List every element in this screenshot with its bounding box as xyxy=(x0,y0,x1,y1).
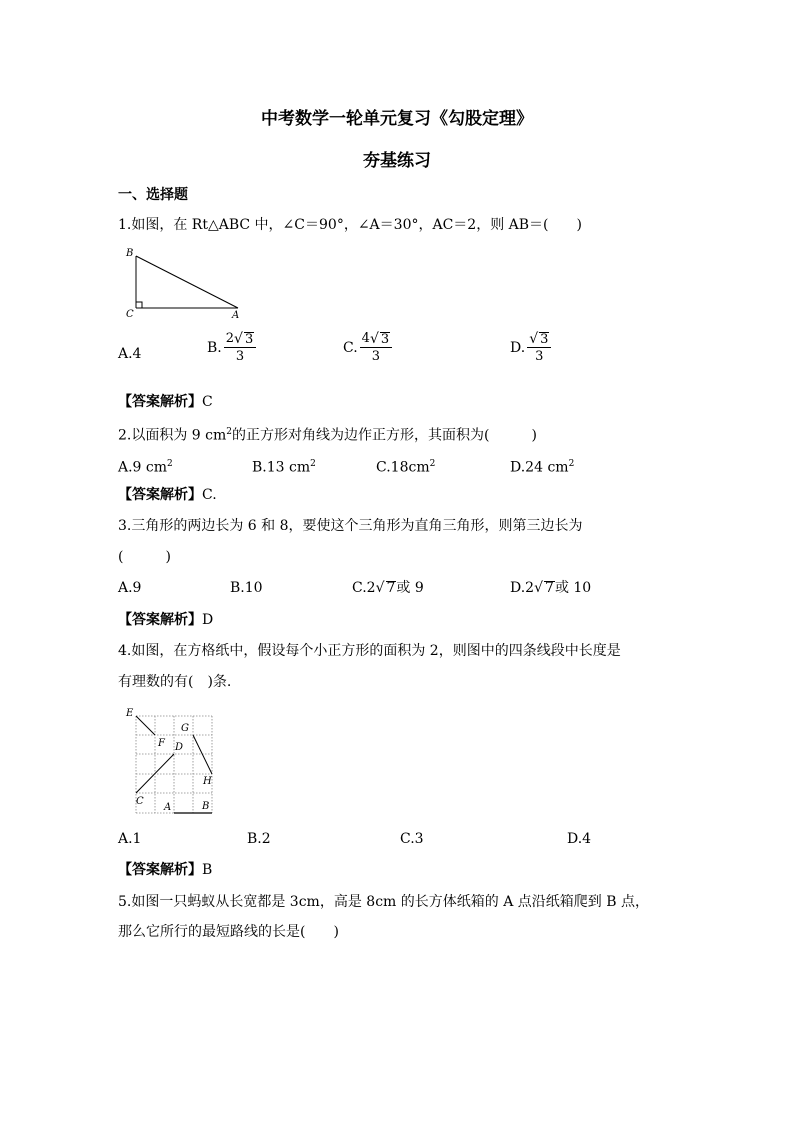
q2-option-d: D.24 $cm^2$ xyxy=(510,459,575,476)
q1-answer: 【答案解析】C xyxy=(118,394,213,410)
grid-lines xyxy=(136,716,212,813)
section-heading: 一、选择题 xyxy=(118,187,188,203)
grid-figure xyxy=(122,704,222,816)
q3-option-d: D.2√ 7或 10 xyxy=(510,580,592,596)
label-A: A xyxy=(164,802,172,813)
label-C: C xyxy=(126,309,134,320)
q3-option-c: C.2√ 7或 9 xyxy=(352,580,424,596)
segment-GH xyxy=(193,735,212,774)
q3-option-b: B.10 xyxy=(230,580,263,596)
label-G: G xyxy=(181,723,189,734)
label-C: C xyxy=(136,796,144,807)
label-H: H xyxy=(203,776,212,787)
question-3-stem-line2: ( ) xyxy=(118,549,171,565)
page-subtitle: 夯基练习 xyxy=(363,151,431,171)
q1-option-a: A.4 xyxy=(118,346,142,362)
segment-EF xyxy=(136,716,155,735)
label-B: B xyxy=(126,248,134,259)
q4-option-d: D.4 xyxy=(567,831,592,847)
q4-option-a: A.1 xyxy=(118,831,142,847)
q1-option-c: C. 4 √ 3 3 xyxy=(343,332,392,364)
q2-answer: 【答案解析】C. xyxy=(118,487,217,503)
question-4-stem-line1: 4.如图，在方格纸中，假设每个小正方形的面积为 2，则图中的四条线段中长度是 xyxy=(118,643,621,659)
q2-option-a: A.9 $cm^2$ xyxy=(118,459,173,476)
question-2-stem: 2.以面积为 9 $cm^2$的正方形对角线为边作正方形，其面积为( ) xyxy=(118,427,537,444)
label-E: E xyxy=(126,708,134,719)
q3-answer: 【答案解析】D xyxy=(118,612,214,628)
triangle-figure xyxy=(124,244,254,322)
label-F: F xyxy=(158,738,165,749)
question-5-stem-line2: 那么它所行的最短路线的长是( ) xyxy=(118,924,339,940)
label-B: B xyxy=(202,801,210,812)
q1-option-b: B. 2 √ 3 3 xyxy=(207,332,256,364)
question-5-stem-line1: 5.如图一只蚂蚁从长宽都是 3cm，高是 8cm 的长方体纸箱的 A 点沿纸箱爬到 B 点， xyxy=(118,894,649,910)
question-1-stem: 1.如图，在 Rt△ABC 中，∠C＝90°，∠A＝30°，AC＝2，则 AB＝( ) xyxy=(118,217,582,233)
question-4-stem-line2: 有理数的有( )条. xyxy=(118,674,232,690)
question-3-stem-line1: 3.三角形的两边长为 6 和 8，要使这个三角形为直角三角形，则第三边长为 xyxy=(118,518,583,534)
q4-option-c: C.3 xyxy=(400,831,424,847)
q2-option-b: B.13 $cm^2$ xyxy=(252,459,316,476)
right-angle-mark xyxy=(136,302,142,308)
q3-option-a: A.9 xyxy=(118,580,142,596)
q4-option-b: B.2 xyxy=(247,831,271,847)
label-D: D xyxy=(175,742,184,753)
q2-option-c: $C.18cm^2$ xyxy=(376,459,436,476)
q1-option-d: D. √ 3 3 xyxy=(510,332,551,364)
segment-CD xyxy=(136,754,174,793)
label-A: A xyxy=(232,310,240,321)
q4-answer: 【答案解析】B xyxy=(118,862,213,878)
page-title: 中考数学一轮单元复习《勾股定理》 xyxy=(261,109,533,129)
